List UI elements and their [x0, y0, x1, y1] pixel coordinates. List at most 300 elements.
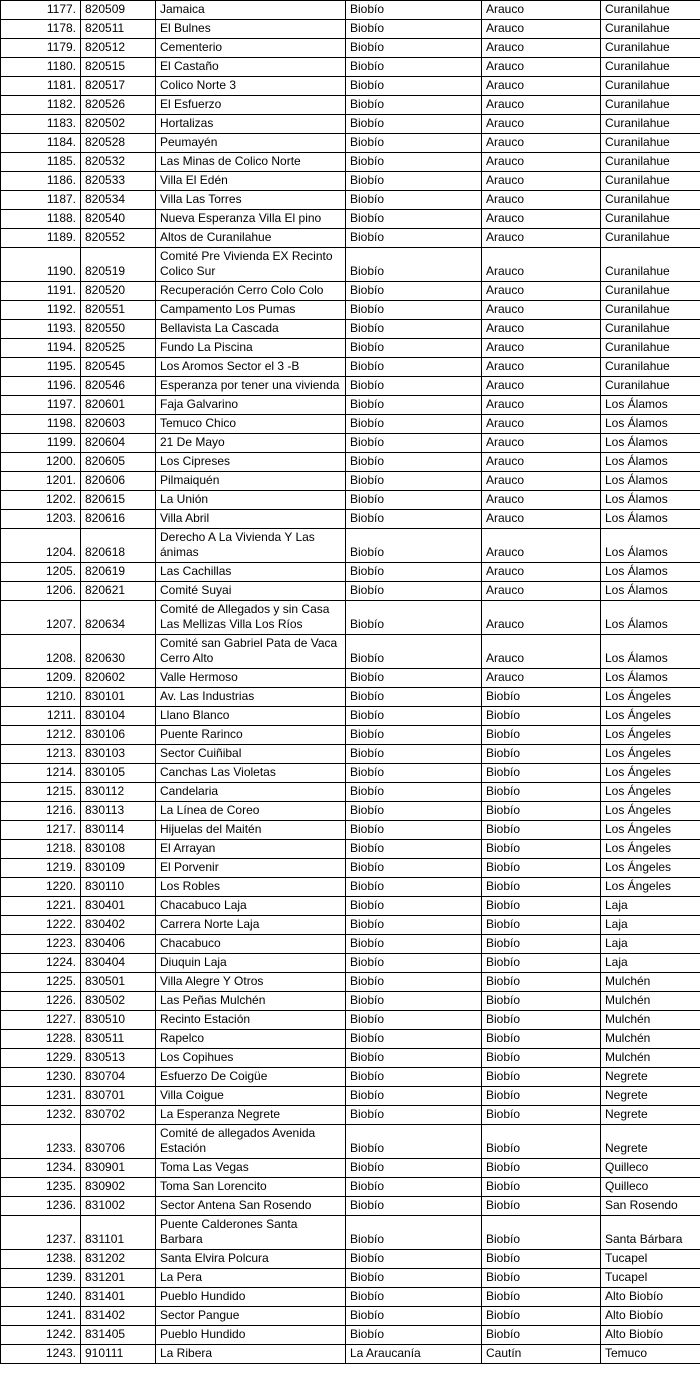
- row-number-cell: 1197.: [1, 396, 81, 415]
- region-cell: Biobío: [346, 1049, 482, 1068]
- name-cell: Los Robles: [156, 878, 346, 897]
- table-row: [1, 77, 700, 96]
- row-number-cell: 1229.: [1, 1049, 81, 1068]
- region-cell: Biobío: [346, 840, 482, 859]
- province-cell: Biobío: [482, 1178, 601, 1197]
- name-cell: Bellavista La Cascada: [156, 320, 346, 339]
- table-row: [1, 339, 700, 358]
- code-cell: 820528: [81, 134, 156, 153]
- code-cell: 820532: [81, 153, 156, 172]
- row-number-cell: 1200.: [1, 453, 81, 472]
- region-cell: Biobío: [346, 1106, 482, 1125]
- name-cell: El Porvenir: [156, 859, 346, 878]
- province-cell: Arauco: [482, 377, 601, 396]
- name-cell: Campamento Los Pumas: [156, 301, 346, 320]
- commune-cell: Alto Biobío: [601, 1326, 700, 1345]
- commune-cell: Mulchén: [601, 992, 700, 1011]
- table-row: [1, 1030, 700, 1049]
- code-cell: 820634: [81, 601, 156, 635]
- province-cell: Biobío: [482, 1125, 601, 1159]
- province-cell: Biobío: [482, 897, 601, 916]
- province-cell: Cautín: [482, 1345, 601, 1364]
- table-row: [1, 1, 700, 20]
- row-number-cell: 1186.: [1, 172, 81, 191]
- commune-cell: Curanilahue: [601, 134, 700, 153]
- commune-cell: Los Álamos: [601, 669, 700, 688]
- row-number-cell: 1238.: [1, 1250, 81, 1269]
- code-cell: 831101: [81, 1216, 156, 1250]
- region-cell: Biobío: [346, 1159, 482, 1178]
- table-row: [1, 320, 700, 339]
- name-cell: Sector Cuiñibal: [156, 745, 346, 764]
- province-cell: Arauco: [482, 172, 601, 191]
- name-cell: Chacabuco: [156, 935, 346, 954]
- region-cell: Biobío: [346, 582, 482, 601]
- code-cell: 830706: [81, 1125, 156, 1159]
- province-cell: Arauco: [482, 58, 601, 77]
- commune-cell: Curanilahue: [601, 172, 700, 191]
- code-cell: 830108: [81, 840, 156, 859]
- table-row: [1, 1068, 700, 1087]
- region-cell: Biobío: [346, 320, 482, 339]
- table-row: [1, 973, 700, 992]
- province-cell: Biobío: [482, 1250, 601, 1269]
- region-cell: Biobío: [346, 935, 482, 954]
- code-cell: 820533: [81, 172, 156, 191]
- region-cell: Biobío: [346, 115, 482, 134]
- code-cell: 820551: [81, 301, 156, 320]
- code-cell: 820525: [81, 339, 156, 358]
- region-cell: Biobío: [346, 301, 482, 320]
- table-row: [1, 358, 700, 377]
- table-row: [1, 601, 700, 635]
- commune-cell: Negrete: [601, 1087, 700, 1106]
- code-cell: 820606: [81, 472, 156, 491]
- commune-cell: Los Álamos: [601, 601, 700, 635]
- table-row: [1, 840, 700, 859]
- commune-cell: San Rosendo: [601, 1197, 700, 1216]
- province-cell: Arauco: [482, 282, 601, 301]
- commune-cell: Mulchén: [601, 1011, 700, 1030]
- region-cell: Biobío: [346, 339, 482, 358]
- code-cell: 830701: [81, 1087, 156, 1106]
- province-cell: Arauco: [482, 582, 601, 601]
- region-cell: Biobío: [346, 77, 482, 96]
- code-cell: 820520: [81, 282, 156, 301]
- region-cell: Biobío: [346, 1030, 482, 1049]
- row-number-cell: 1196.: [1, 377, 81, 396]
- name-cell: Los Aromos Sector el 3 -B: [156, 358, 346, 377]
- table-row: [1, 859, 700, 878]
- name-cell: El Bulnes: [156, 20, 346, 39]
- region-cell: Biobío: [346, 210, 482, 229]
- name-cell: Llano Blanco: [156, 707, 346, 726]
- region-cell: La Araucanía: [346, 1345, 482, 1364]
- commune-cell: Santa Bárbara: [601, 1216, 700, 1250]
- row-number-cell: 1178.: [1, 20, 81, 39]
- table-row: [1, 582, 700, 601]
- name-cell: Colico Norte 3: [156, 77, 346, 96]
- region-cell: Biobío: [346, 358, 482, 377]
- table-row: [1, 453, 700, 472]
- name-cell: Esperanza por tener una vivienda: [156, 377, 346, 396]
- province-cell: Biobío: [482, 1068, 601, 1087]
- name-cell: Rapelco: [156, 1030, 346, 1049]
- table-row: [1, 992, 700, 1011]
- commune-cell: Curanilahue: [601, 20, 700, 39]
- commune-cell: Los Álamos: [601, 415, 700, 434]
- table-row: [1, 783, 700, 802]
- row-number-cell: 1213.: [1, 745, 81, 764]
- province-cell: Arauco: [482, 96, 601, 115]
- name-cell: Hijuelas del Maitén: [156, 821, 346, 840]
- code-cell: 820546: [81, 377, 156, 396]
- table-row: [1, 1011, 700, 1030]
- table-row: [1, 635, 700, 669]
- row-number-cell: 1219.: [1, 859, 81, 878]
- row-number-cell: 1201.: [1, 472, 81, 491]
- table-row: [1, 58, 700, 77]
- commune-cell: Curanilahue: [601, 39, 700, 58]
- name-cell: Las Cachillas: [156, 563, 346, 582]
- name-cell: Villa Coigue: [156, 1087, 346, 1106]
- commune-cell: Curanilahue: [601, 229, 700, 248]
- commune-cell: Curanilahue: [601, 320, 700, 339]
- code-cell: 831201: [81, 1269, 156, 1288]
- code-cell: 820618: [81, 529, 156, 563]
- region-cell: Biobío: [346, 58, 482, 77]
- province-cell: Arauco: [482, 229, 601, 248]
- row-number-cell: 1209.: [1, 669, 81, 688]
- name-cell: La Esperanza Negrete: [156, 1106, 346, 1125]
- province-cell: Arauco: [482, 601, 601, 635]
- code-cell: 830401: [81, 897, 156, 916]
- code-cell: 831402: [81, 1307, 156, 1326]
- province-cell: Arauco: [482, 415, 601, 434]
- row-number-cell: 1189.: [1, 229, 81, 248]
- code-cell: 820534: [81, 191, 156, 210]
- table-row: [1, 878, 700, 897]
- table-row: [1, 172, 700, 191]
- commune-cell: Laja: [601, 935, 700, 954]
- code-cell: 820604: [81, 434, 156, 453]
- code-cell: 830112: [81, 783, 156, 802]
- code-cell: 820519: [81, 248, 156, 282]
- commune-cell: Los Álamos: [601, 453, 700, 472]
- table-row: [1, 415, 700, 434]
- region-cell: Biobío: [346, 529, 482, 563]
- region-cell: Biobío: [346, 510, 482, 529]
- name-cell: Faja Galvarino: [156, 396, 346, 415]
- name-cell: Cementerio: [156, 39, 346, 58]
- region-cell: Biobío: [346, 282, 482, 301]
- row-number-cell: 1203.: [1, 510, 81, 529]
- region-cell: Biobío: [346, 96, 482, 115]
- code-cell: 830501: [81, 973, 156, 992]
- region-cell: Biobío: [346, 1269, 482, 1288]
- code-cell: 820602: [81, 669, 156, 688]
- region-cell: Biobío: [346, 859, 482, 878]
- province-cell: Arauco: [482, 248, 601, 282]
- region-cell: Biobío: [346, 707, 482, 726]
- province-cell: Biobío: [482, 973, 601, 992]
- row-number-cell: 1239.: [1, 1269, 81, 1288]
- region-cell: Biobío: [346, 248, 482, 282]
- row-number-cell: 1211.: [1, 707, 81, 726]
- code-cell: 820550: [81, 320, 156, 339]
- row-number-cell: 1220.: [1, 878, 81, 897]
- commune-cell: Curanilahue: [601, 339, 700, 358]
- row-number-cell: 1237.: [1, 1216, 81, 1250]
- name-cell: 21 De Mayo: [156, 434, 346, 453]
- table-row: [1, 1178, 700, 1197]
- province-cell: Biobío: [482, 1011, 601, 1030]
- name-cell: Recuperación Cerro Colo Colo: [156, 282, 346, 301]
- code-cell: 830110: [81, 878, 156, 897]
- commune-cell: Curanilahue: [601, 115, 700, 134]
- row-number-cell: 1230.: [1, 1068, 81, 1087]
- commune-cell: Laja: [601, 954, 700, 973]
- row-number-cell: 1185.: [1, 153, 81, 172]
- commune-cell: Los Álamos: [601, 472, 700, 491]
- commune-cell: Tucapel: [601, 1269, 700, 1288]
- table-row: [1, 96, 700, 115]
- name-cell: Chacabuco Laja: [156, 897, 346, 916]
- row-number-cell: 1221.: [1, 897, 81, 916]
- name-cell: Pueblo Hundido: [156, 1326, 346, 1345]
- region-cell: Biobío: [346, 1216, 482, 1250]
- row-number-cell: 1242.: [1, 1326, 81, 1345]
- row-number-cell: 1215.: [1, 783, 81, 802]
- province-cell: Biobío: [482, 707, 601, 726]
- name-cell: La Ribera: [156, 1345, 346, 1364]
- commune-cell: Curanilahue: [601, 191, 700, 210]
- table-row: [1, 916, 700, 935]
- commune-cell: Mulchén: [601, 1030, 700, 1049]
- region-cell: Biobío: [346, 134, 482, 153]
- commune-cell: Curanilahue: [601, 1, 700, 20]
- row-number-cell: 1232.: [1, 1106, 81, 1125]
- table-row: [1, 20, 700, 39]
- table-row: [1, 726, 700, 745]
- province-cell: Biobío: [482, 1049, 601, 1068]
- commune-cell: Curanilahue: [601, 358, 700, 377]
- name-cell: Comité san Gabriel Pata de Vaca Cerro Alto: [156, 635, 346, 669]
- commune-cell: Los Álamos: [601, 582, 700, 601]
- name-cell: Comité Suyai: [156, 582, 346, 601]
- row-number-cell: 1206.: [1, 582, 81, 601]
- code-cell: 820605: [81, 453, 156, 472]
- commune-cell: Alto Biobío: [601, 1307, 700, 1326]
- region-cell: Biobío: [346, 1125, 482, 1159]
- table-row: [1, 1345, 700, 1364]
- code-cell: 830402: [81, 916, 156, 935]
- row-number-cell: 1208.: [1, 635, 81, 669]
- province-cell: Arauco: [482, 669, 601, 688]
- table-row: [1, 802, 700, 821]
- row-number-cell: 1228.: [1, 1030, 81, 1049]
- table-row: [1, 210, 700, 229]
- table-row: [1, 1288, 700, 1307]
- table-row: [1, 153, 700, 172]
- commune-cell: Temuco: [601, 1345, 700, 1364]
- row-number-cell: 1204.: [1, 529, 81, 563]
- province-cell: Arauco: [482, 153, 601, 172]
- region-cell: Biobío: [346, 897, 482, 916]
- code-cell: 830513: [81, 1049, 156, 1068]
- province-cell: Arauco: [482, 510, 601, 529]
- row-number-cell: 1217.: [1, 821, 81, 840]
- region-cell: Biobío: [346, 916, 482, 935]
- row-number-cell: 1224.: [1, 954, 81, 973]
- table-row: [1, 821, 700, 840]
- table-row: [1, 1049, 700, 1068]
- row-number-cell: 1233.: [1, 1125, 81, 1159]
- commune-cell: Quilleco: [601, 1159, 700, 1178]
- code-cell: 830114: [81, 821, 156, 840]
- row-number-cell: 1190.: [1, 248, 81, 282]
- table-row: [1, 1307, 700, 1326]
- name-cell: Villa Alegre Y Otros: [156, 973, 346, 992]
- table-row: [1, 1159, 700, 1178]
- commune-cell: Curanilahue: [601, 301, 700, 320]
- table-row: [1, 248, 700, 282]
- region-cell: Biobío: [346, 453, 482, 472]
- commune-cell: Curanilahue: [601, 77, 700, 96]
- commune-cell: Curanilahue: [601, 248, 700, 282]
- row-number-cell: 1241.: [1, 1307, 81, 1326]
- commune-cell: Curanilahue: [601, 153, 700, 172]
- name-cell: Villa Abril: [156, 510, 346, 529]
- code-cell: 830901: [81, 1159, 156, 1178]
- name-cell: Los Copihues: [156, 1049, 346, 1068]
- commune-cell: Los Álamos: [601, 396, 700, 415]
- commune-cell: Los Álamos: [601, 434, 700, 453]
- region-cell: Biobío: [346, 973, 482, 992]
- name-cell: La Unión: [156, 491, 346, 510]
- name-cell: Peumayén: [156, 134, 346, 153]
- row-number-cell: 1231.: [1, 1087, 81, 1106]
- province-cell: Arauco: [482, 210, 601, 229]
- name-cell: Pueblo Hundido: [156, 1288, 346, 1307]
- row-number-cell: 1183.: [1, 115, 81, 134]
- row-number-cell: 1214.: [1, 764, 81, 783]
- region-cell: Biobío: [346, 39, 482, 58]
- table-row: [1, 764, 700, 783]
- row-number-cell: 1226.: [1, 992, 81, 1011]
- province-cell: Arauco: [482, 563, 601, 582]
- table-row: [1, 745, 700, 764]
- province-cell: Biobío: [482, 992, 601, 1011]
- table-row: [1, 669, 700, 688]
- commune-cell: Alto Biobío: [601, 1288, 700, 1307]
- region-cell: Biobío: [346, 491, 482, 510]
- name-cell: Temuco Chico: [156, 415, 346, 434]
- commune-cell: Negrete: [601, 1106, 700, 1125]
- commune-cell: Los Álamos: [601, 563, 700, 582]
- province-cell: Arauco: [482, 39, 601, 58]
- province-cell: Arauco: [482, 339, 601, 358]
- commune-cell: Curanilahue: [601, 58, 700, 77]
- province-cell: Biobío: [482, 802, 601, 821]
- commune-cell: Los Ángeles: [601, 821, 700, 840]
- row-number-cell: 1243.: [1, 1345, 81, 1364]
- region-cell: Biobío: [346, 1197, 482, 1216]
- row-number-cell: 1180.: [1, 58, 81, 77]
- region-cell: Biobío: [346, 563, 482, 582]
- name-cell: Las Minas de Colico Norte: [156, 153, 346, 172]
- table-row: [1, 301, 700, 320]
- code-cell: 830511: [81, 1030, 156, 1049]
- row-number-cell: 1179.: [1, 39, 81, 58]
- region-cell: Biobío: [346, 1288, 482, 1307]
- name-cell: Nueva Esperanza Villa El pino: [156, 210, 346, 229]
- row-number-cell: 1192.: [1, 301, 81, 320]
- commune-cell: Los Ángeles: [601, 726, 700, 745]
- code-cell: 820630: [81, 635, 156, 669]
- row-number-cell: 1181.: [1, 77, 81, 96]
- code-cell: 830502: [81, 992, 156, 1011]
- row-number-cell: 1235.: [1, 1178, 81, 1197]
- code-cell: 820517: [81, 77, 156, 96]
- region-cell: Biobío: [346, 1068, 482, 1087]
- row-number-cell: 1187.: [1, 191, 81, 210]
- province-cell: Arauco: [482, 491, 601, 510]
- region-cell: Biobío: [346, 191, 482, 210]
- row-number-cell: 1236.: [1, 1197, 81, 1216]
- row-number-cell: 1188.: [1, 210, 81, 229]
- commune-cell: Laja: [601, 916, 700, 935]
- table-row: [1, 1125, 700, 1159]
- row-number-cell: 1198.: [1, 415, 81, 434]
- commune-cell: Curanilahue: [601, 282, 700, 301]
- code-cell: 820545: [81, 358, 156, 377]
- name-cell: La Pera: [156, 1269, 346, 1288]
- region-cell: Biobío: [346, 172, 482, 191]
- name-cell: Esfuerzo De Coigüe: [156, 1068, 346, 1087]
- row-number-cell: 1177.: [1, 1, 81, 20]
- province-cell: Biobío: [482, 1030, 601, 1049]
- row-number-cell: 1205.: [1, 563, 81, 582]
- code-cell: 820526: [81, 96, 156, 115]
- province-cell: Biobío: [482, 878, 601, 897]
- name-cell: Toma San Lorencito: [156, 1178, 346, 1197]
- commune-cell: Los Ángeles: [601, 745, 700, 764]
- row-number-cell: 1218.: [1, 840, 81, 859]
- code-cell: 830704: [81, 1068, 156, 1087]
- code-cell: 830404: [81, 954, 156, 973]
- name-cell: Fundo La Piscina: [156, 339, 346, 358]
- province-cell: Biobío: [482, 859, 601, 878]
- province-cell: Biobío: [482, 935, 601, 954]
- region-cell: Biobío: [346, 153, 482, 172]
- province-cell: Arauco: [482, 472, 601, 491]
- province-cell: Arauco: [482, 434, 601, 453]
- region-cell: Biobío: [346, 992, 482, 1011]
- province-cell: Biobío: [482, 1087, 601, 1106]
- commune-cell: Los Álamos: [601, 635, 700, 669]
- row-number-cell: 1194.: [1, 339, 81, 358]
- province-cell: Biobío: [482, 688, 601, 707]
- commune-cell: Quilleco: [601, 1178, 700, 1197]
- name-cell: Villa El Edén: [156, 172, 346, 191]
- province-cell: Biobío: [482, 916, 601, 935]
- code-cell: 830109: [81, 859, 156, 878]
- province-cell: Biobío: [482, 726, 601, 745]
- commune-cell: Los Ángeles: [601, 707, 700, 726]
- code-cell: 820502: [81, 115, 156, 134]
- province-cell: Arauco: [482, 358, 601, 377]
